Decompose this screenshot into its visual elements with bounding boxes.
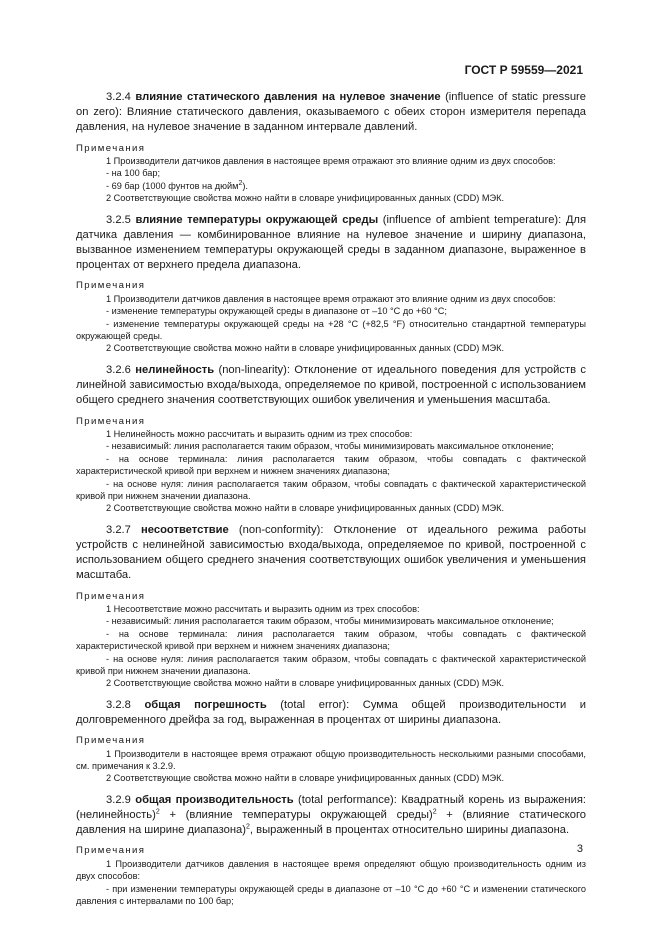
- term-definition: Отклонение от идеального режима работы устройств с нелинейной зависимостью входа/выхода, определяемое по кривой, построенной с использованием общего среднего значения соответствующих ошибок увеличения и уменьшения масштаба.: [76, 523, 587, 582]
- term-3-2-9: [76, 793, 586, 839]
- note-item: 2 Соответствующие свойства можно найти в словаре унифицированных данных (CDD) МЭК.: [106, 773, 505, 784]
- document-body: [76, 90, 586, 915]
- note-text: - 69 бар (1000 фунтов на дюйм: [106, 180, 239, 191]
- term-number: 3.2.7: [106, 523, 131, 536]
- term-3-2-4: [76, 90, 586, 136]
- notes-3-2-9: [76, 845, 586, 907]
- term-title: общая погрешность: [144, 698, 267, 711]
- note-item: - изменение температуры окружающей среды на +28 °C (+82,5 °F) относительно стандартной температуры окружающей среды.: [76, 318, 586, 342]
- notes-heading: Примечания: [76, 845, 146, 857]
- note-item: - на основе нуля: линия располагается таким образом, чтобы совпадать с фактической характеристической кривой при нижнем значении диапазона.: [76, 653, 586, 676]
- note-item: - на основе терминала: линия располагается таким образом, чтобы совпадать с фактической характеристической кривой при верхнем и нижнем значениях диапазона;: [76, 453, 586, 477]
- page-number: 3: [576, 843, 583, 855]
- term-3-2-5: [76, 213, 586, 274]
- note-item: 2 Соответствующие свойства можно найти в словаре унифицированных данных (CDD) МЭК.: [106, 343, 505, 354]
- note-item: [76, 180, 586, 192]
- term-3-2-8: [76, 698, 586, 728]
- superscript: 2: [238, 179, 243, 187]
- note-item: - независимый: линия располагается таким образом, чтобы минимизировать максимальное отклонение;: [106, 616, 554, 627]
- term-definition: + (влияние температуры окружающей среды): [159, 809, 433, 822]
- note-item: 1 Производители датчиков давления в настоящее время определяют общую производительность одним из двух способов:: [76, 858, 586, 882]
- note-item: 1 Нелинейность можно рассчитать и выразить одним из трех способов:: [106, 428, 413, 439]
- term-title: несоответствие: [141, 523, 229, 536]
- note-item: - независимый: линия располагается таким образом, чтобы минимизировать максимальное отклонение;: [106, 441, 554, 452]
- notes-heading: Примечания: [76, 142, 146, 154]
- term-english: (total performance):: [298, 793, 397, 806]
- term-3-2-7: [76, 523, 586, 584]
- note-item: 2 Соответствующие свойства можно найти в словаре унифицированных данных (CDD) МЭК.: [106, 503, 505, 514]
- notes-3-2-8: [76, 735, 586, 785]
- term-definition: + (влияние статического давления на ширине диапазона): [76, 809, 587, 837]
- notes-heading: Примечания: [76, 415, 146, 427]
- term-title: общая производительность: [135, 793, 294, 806]
- term-number: 3.2.4: [106, 91, 131, 103]
- term-number: 3.2.6: [106, 363, 131, 376]
- term-title: влияние температуры окружающей среды: [135, 213, 379, 226]
- term-english: (influence of static pressure on zero):: [76, 91, 586, 119]
- term-definition: Влияние статического давления, оказываемого с обеих сторон измерителя перепада давления, на нулевое значение в заданном интервале давлений.: [76, 106, 587, 134]
- superscript: 2: [432, 808, 437, 816]
- term-definition: Отклонение от идеального поведения для устройств с линейной зависимостью входа/выхода, определяемое по кривой, построенной с использованием общего среднего значения соответствующих ошибок увеличения и уменьшения масштаба.: [76, 363, 587, 407]
- notes-3-2-4: [76, 143, 586, 205]
- note-text: ).: [242, 180, 248, 191]
- term-english: (total error):: [280, 698, 350, 711]
- note-item: - на основе терминала: линия располагается таким образом, чтобы совпадать с фактической характеристической кривой при верхнем и нижнем значениях диапазона;: [76, 628, 586, 652]
- note-item: 1 Производители датчиков давления в настоящее время отражают это влияние одним из двух способов:: [106, 156, 556, 167]
- term-title: нелинейность: [135, 363, 215, 376]
- notes-heading: Примечания: [76, 590, 146, 602]
- note-item: 1 Производители в настоящее время отражают общую производительность несколькими разными способами, см. примечания к 3.2.9.: [76, 748, 586, 772]
- notes-3-2-5: [76, 280, 586, 354]
- term-definition: Сумма общей производительности и долговременного дрейфа за год, выраженная в процентах от ширины диапазона.: [76, 698, 587, 727]
- superscript: 2: [246, 823, 250, 831]
- term-english: (influence of ambient temperature):: [382, 213, 562, 226]
- term-number: 3.2.5: [106, 213, 131, 226]
- term-english: (non-linearity):: [218, 363, 290, 376]
- note-item: 1 Производители датчиков давления в настоящее время отражают это влияние одним из двух способов:: [106, 293, 556, 304]
- term-definition: , выраженный в процентах относительно ширины диапазона.: [249, 824, 570, 837]
- superscript: 2: [155, 808, 160, 816]
- note-item: - изменение температуры окружающей среды в диапазоне от –10 °C до +60 °C;: [106, 306, 447, 317]
- note-item: 1 Несоответствие можно рассчитать и выразить одним из трех способов:: [106, 603, 420, 614]
- notes-3-2-6: [76, 416, 586, 515]
- term-title: влияние статического давления на нулевое значение: [135, 91, 441, 103]
- note-item: 2 Соответствующие свойства можно найти в словаре унифицированных данных (CDD) МЭК.: [106, 678, 505, 689]
- note-item: - при изменении температуры окружающей среды в диапазоне от –10 °C до +60 °C и изменении статического давления с интервалами по 100 бар;: [76, 883, 586, 907]
- term-definition: Для датчика давления — комбинированное влияние на нулевое значение и ширину диапазона, вызванное изменением температуры окружающей среды в заданном диапазоне, выраженное в процентах от верхнего предела диапазона.: [76, 213, 587, 272]
- document-header: ГОСТ Р 59559—2021: [464, 63, 583, 77]
- term-english: (non-conformity):: [238, 523, 324, 536]
- notes-heading: Примечания: [76, 280, 146, 292]
- term-number: 3.2.9: [106, 793, 131, 806]
- term-number: 3.2.8: [106, 698, 131, 711]
- note-item: - на 100 бар;: [106, 168, 161, 179]
- note-item: 2 Соответствующие свойства можно найти в словаре унифицированных данных (CDD) МЭК.: [106, 193, 505, 204]
- notes-3-2-7: [76, 591, 586, 690]
- note-item: - на основе нуля: линия располагается таким образом, чтобы совпадать с фактической характеристической кривой при нижнем значении диапазона.: [76, 478, 586, 501]
- term-3-2-6: [76, 363, 586, 409]
- notes-heading: Примечания: [76, 735, 146, 747]
- term-definition: Квадратный корень из выражения: (нелинейность): [76, 793, 586, 822]
